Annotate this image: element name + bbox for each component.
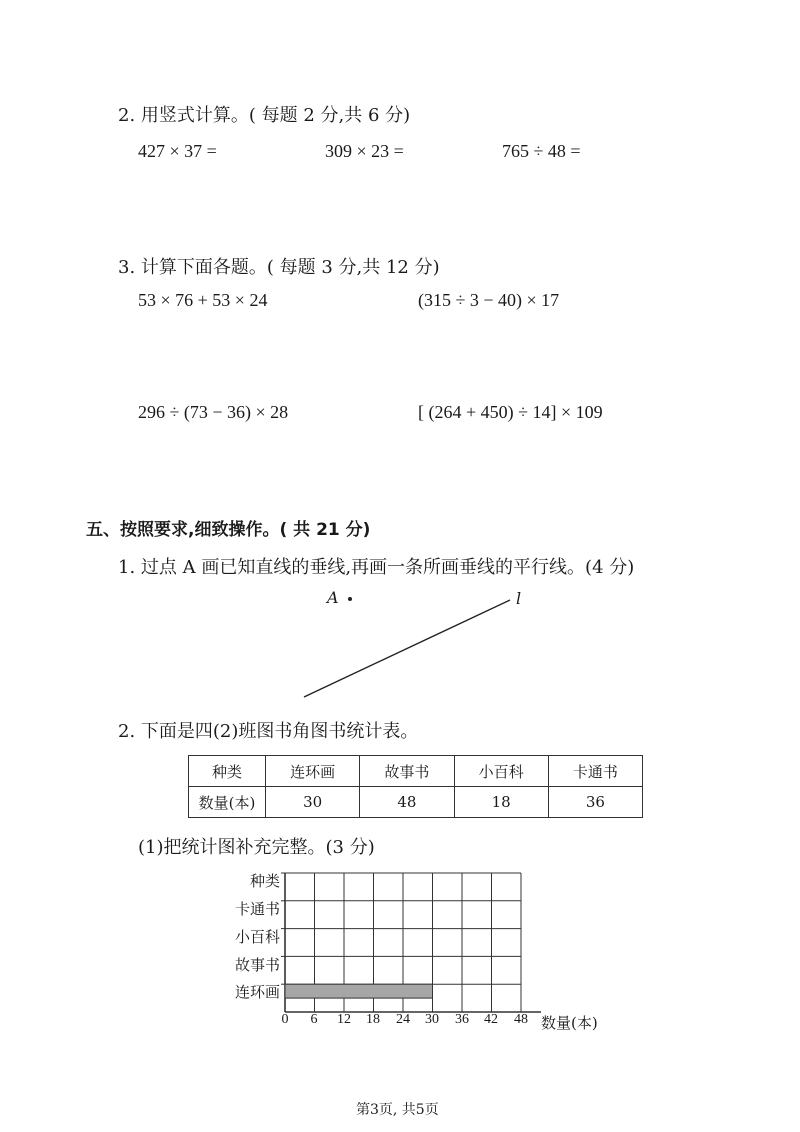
line-l [304, 600, 510, 697]
x-tick-label: 0 [281, 1012, 289, 1027]
s5-q1-text: 1. 过点 A 画已知直线的垂线,再画一条所画垂线的平行线。(4 分) [118, 557, 635, 578]
q3-expr-3: 296 ÷ (73 − 36) × 28 [138, 402, 289, 422]
x-tick-label: 12 [337, 1012, 351, 1027]
book-stat-table [188, 755, 643, 818]
bar-chart [280, 866, 550, 1016]
q2-expr-2: 309 × 23 = [325, 141, 404, 161]
table-cell: 数量(本) [189, 787, 266, 818]
point-a-label: A [327, 588, 339, 607]
x-tick-label: 18 [366, 1012, 380, 1027]
x-tick-label: 36 [455, 1012, 469, 1027]
point-a [348, 597, 352, 601]
table-header-row [189, 756, 643, 787]
q3-expr-1: 53 × 76 + 53 × 24 [138, 290, 268, 310]
x-tick-label: 6 [310, 1012, 318, 1027]
table-cell: 36 [548, 787, 642, 818]
section5-heading: 五、按照要求,细致操作。( 共 21 分) [86, 520, 371, 540]
q2-expr-1: 427 × 37 = [138, 141, 217, 161]
category-label: 连环画 [234, 983, 280, 1001]
q2-expr-3: 765 ÷ 48 = [502, 141, 581, 161]
table-cell: 48 [360, 787, 454, 818]
chart-xlabel: 数量(本) [541, 1014, 598, 1032]
table-cell: 种类 [189, 756, 266, 787]
q3-expr-2: (315 ÷ 3 − 40) × 17 [418, 290, 560, 310]
x-tick-label: 24 [396, 1012, 410, 1027]
table-cell: 故事书 [360, 756, 454, 787]
s5-sub1-text: (1)把统计图补充完整。(3 分) [138, 837, 375, 858]
category-label: 故事书 [234, 956, 280, 974]
table-cell: 小百科 [454, 756, 548, 787]
q3-expr-4: [ (264 + 450) ÷ 14] × 109 [418, 402, 603, 422]
category-label: 卡通书 [234, 900, 280, 918]
x-tick-label: 42 [484, 1012, 498, 1027]
q2-heading: 2. 用竖式计算。( 每题 2 分,共 6 分) [118, 105, 411, 126]
bar-0 [285, 984, 433, 998]
s5-q2-text: 2. 下面是四(2)班图书角图书统计表。 [118, 721, 419, 742]
table-cell: 18 [454, 787, 548, 818]
chart-bars [285, 984, 433, 998]
q3-heading: 3. 计算下面各题。( 每题 3 分,共 12 分) [118, 257, 440, 278]
table-cell: 连环画 [266, 756, 360, 787]
category-label: 小百科 [234, 928, 280, 946]
table-row [189, 787, 643, 818]
page-footer: 第3页, 共5页 [356, 1102, 439, 1118]
chart-ylabel: 种类 [249, 872, 280, 890]
x-tick-label: 30 [425, 1012, 439, 1027]
table-cell: 卡通书 [548, 756, 642, 787]
line-l-label: l [516, 589, 522, 608]
x-tick-label: 48 [514, 1012, 528, 1027]
table-cell: 30 [266, 787, 360, 818]
